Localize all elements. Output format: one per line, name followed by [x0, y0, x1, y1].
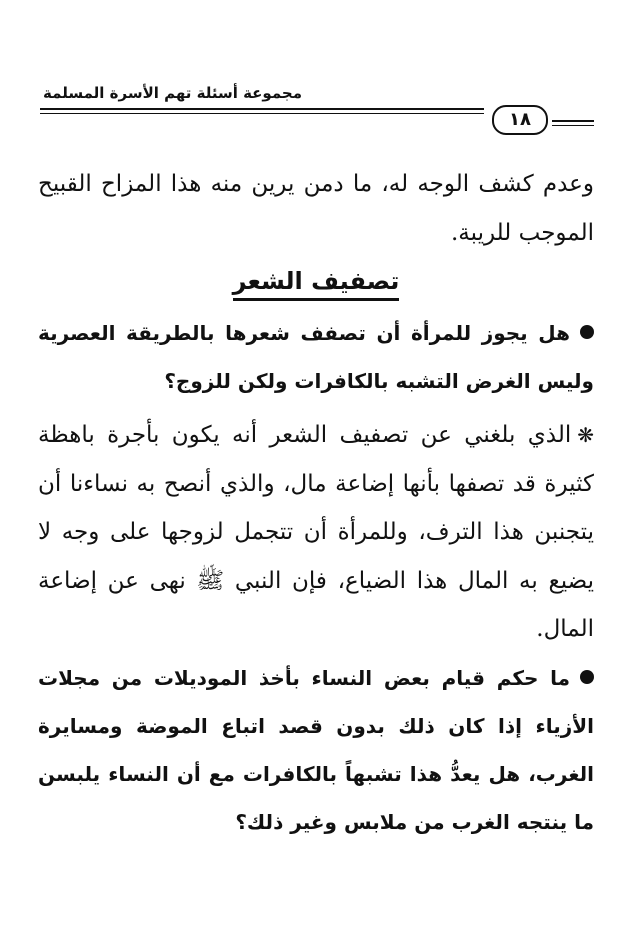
asterism-icon: ❋: [577, 423, 594, 447]
question-1-text: هل يجوز للمرأة أن تصفف شعرها بالطريقة العصرية وليس الغرض التشبه بالكافرات ولكن للزوج؟: [38, 321, 594, 393]
section-heading-text: تصفيف الشعر: [233, 264, 400, 301]
page-body: [38, 160, 594, 846]
section-heading: [38, 259, 594, 303]
bullet-icon: [580, 670, 594, 684]
answer-1: [38, 411, 594, 654]
header-rule-top: [40, 108, 484, 110]
page-number-rule-top: [552, 120, 594, 122]
page-number-rule-bottom: [552, 125, 594, 126]
page-number-badge: ١٨: [492, 105, 548, 135]
answer-1-text: الذي بلغني عن تصفيف الشعر أنه يكون بأجرة باهظة كثيرة قد تصفها بأنها إضاعة مال، والذي أنصح به نساءنا أن يتجنبن هذا الترف، وللمرأة أن تتجمل لزوجها على وجه لا يضيع به المال هذا الضياع، فإن النبي ﷺ نهى عن إضاعة المال.: [38, 422, 594, 642]
header-rule-bottom: [40, 113, 484, 114]
continuation-paragraph: وعدم كشف الوجه له، ما دمن يرين منه هذا المزاح القبيح الموجب للريبة.: [38, 171, 594, 246]
question-2: [38, 654, 594, 846]
question-1: [38, 309, 594, 405]
running-header-title: مجموعة أسئلة تهم الأسرة المسلمة: [43, 84, 302, 102]
bullet-icon: [580, 325, 594, 339]
question-2-text: ما حكم قيام بعض النساء بأخذ الموديلات من مجلات الأزياء إذا كان ذلك بدون قصد اتباع الموضة ومسايرة الغرب، هل يعدُّ هذا تشبهاً بالكافرات مع أن النساء يلبسن ما ينتجه الغرب من ملابس وغير ذلك؟: [38, 665, 594, 834]
